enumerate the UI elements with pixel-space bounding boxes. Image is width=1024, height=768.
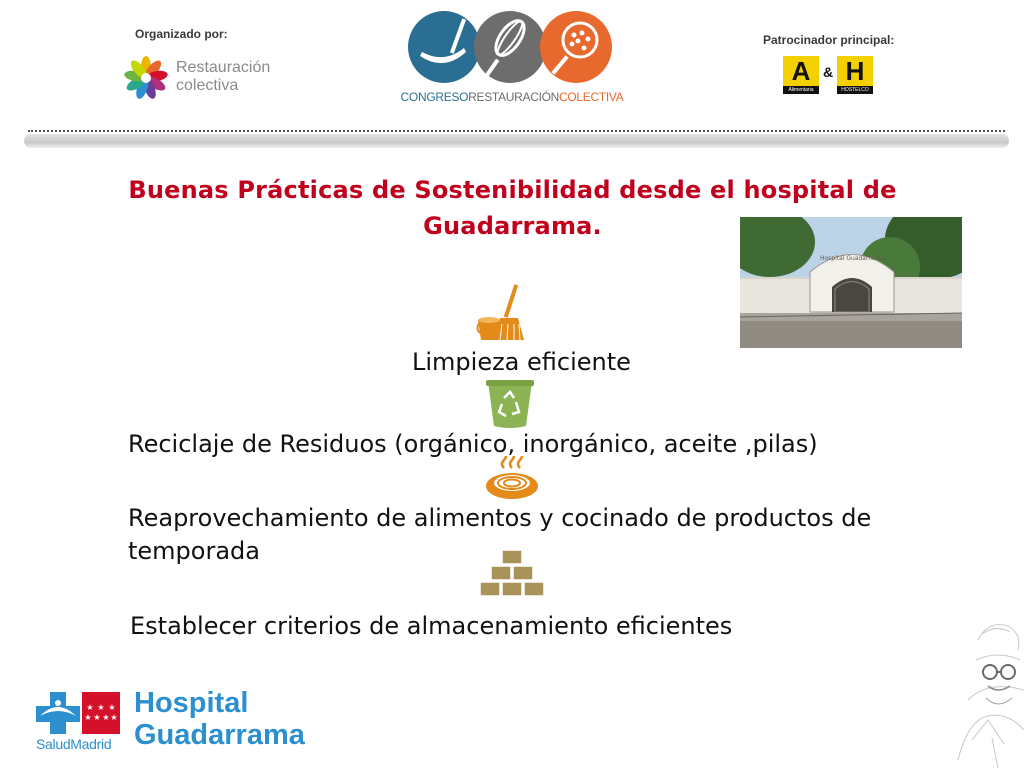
header-divider	[24, 128, 1009, 150]
sponsor-amp: &	[823, 64, 834, 80]
hot-dish-icon	[484, 456, 540, 504]
stacked-boxes-icon	[478, 548, 546, 598]
svg-text:★: ★	[86, 703, 94, 712]
practice-item-1: Limpieza eficiente	[412, 348, 631, 376]
photo-sign: Hospital Guadarrama	[819, 255, 885, 262]
congress-text-part2: RESTAURACIÓN	[468, 90, 560, 104]
congress-logo	[392, 8, 632, 108]
organizer-logo	[122, 52, 271, 102]
congress-text-part1: CONGRESO	[400, 90, 469, 104]
practice-item-3: Reaprovechamiento de alimentos y cocinado de productos de temporada	[128, 504, 872, 565]
svg-text:★: ★	[84, 713, 92, 722]
hospital-name-line1: Hospital	[134, 687, 249, 719]
congress-text-part3: COLECTIVA	[559, 90, 624, 104]
sponsor-h-caption: HOSTELCO	[837, 86, 873, 94]
salud-madrid-label: SaludMadrid	[36, 736, 112, 752]
practice-item-4: Establecer criterios de almacenamiento eficientes	[130, 612, 733, 640]
chef-sketch-illustration	[948, 620, 1024, 768]
slide-title: Buenas Prácticas de Sostenibilidad desde el hospital de Guadarrama.	[128, 176, 897, 240]
organizer-label: Organizado por:	[135, 27, 228, 41]
sponsor-h-letter: H	[837, 56, 873, 86]
organizer-logo-line1: Restauración	[176, 59, 271, 76]
hospital-photo	[740, 217, 962, 348]
svg-text:★: ★	[102, 713, 110, 722]
madrid-flag-icon	[82, 692, 120, 734]
sponsor-a-letter: A	[783, 56, 819, 86]
broom-bucket-icon	[474, 284, 530, 344]
hospital-name-line2: Guadarrama	[134, 719, 305, 751]
flower-logo-icon	[122, 54, 170, 102]
sponsor-logo	[783, 56, 878, 98]
svg-text:★: ★	[108, 703, 116, 712]
sponsor-label: Patrocinador principal:	[763, 33, 895, 47]
practice-item-2: Reciclaje de Residuos (orgánico, inorgánico, aceite ,pilas)	[128, 430, 818, 458]
salud-cross-icon	[36, 692, 80, 734]
organizer-logo-line2: colectiva	[176, 77, 239, 94]
recycle-bin-icon	[484, 380, 536, 430]
sponsor-a-caption: Alimentaria	[783, 86, 819, 94]
svg-text:★: ★	[97, 703, 105, 712]
svg-text:★: ★	[110, 713, 118, 722]
svg-text:★: ★	[93, 713, 101, 722]
hospital-entrance-photo	[740, 217, 962, 348]
congress-utensils-icon	[406, 8, 616, 86]
footer-logo	[36, 688, 326, 752]
